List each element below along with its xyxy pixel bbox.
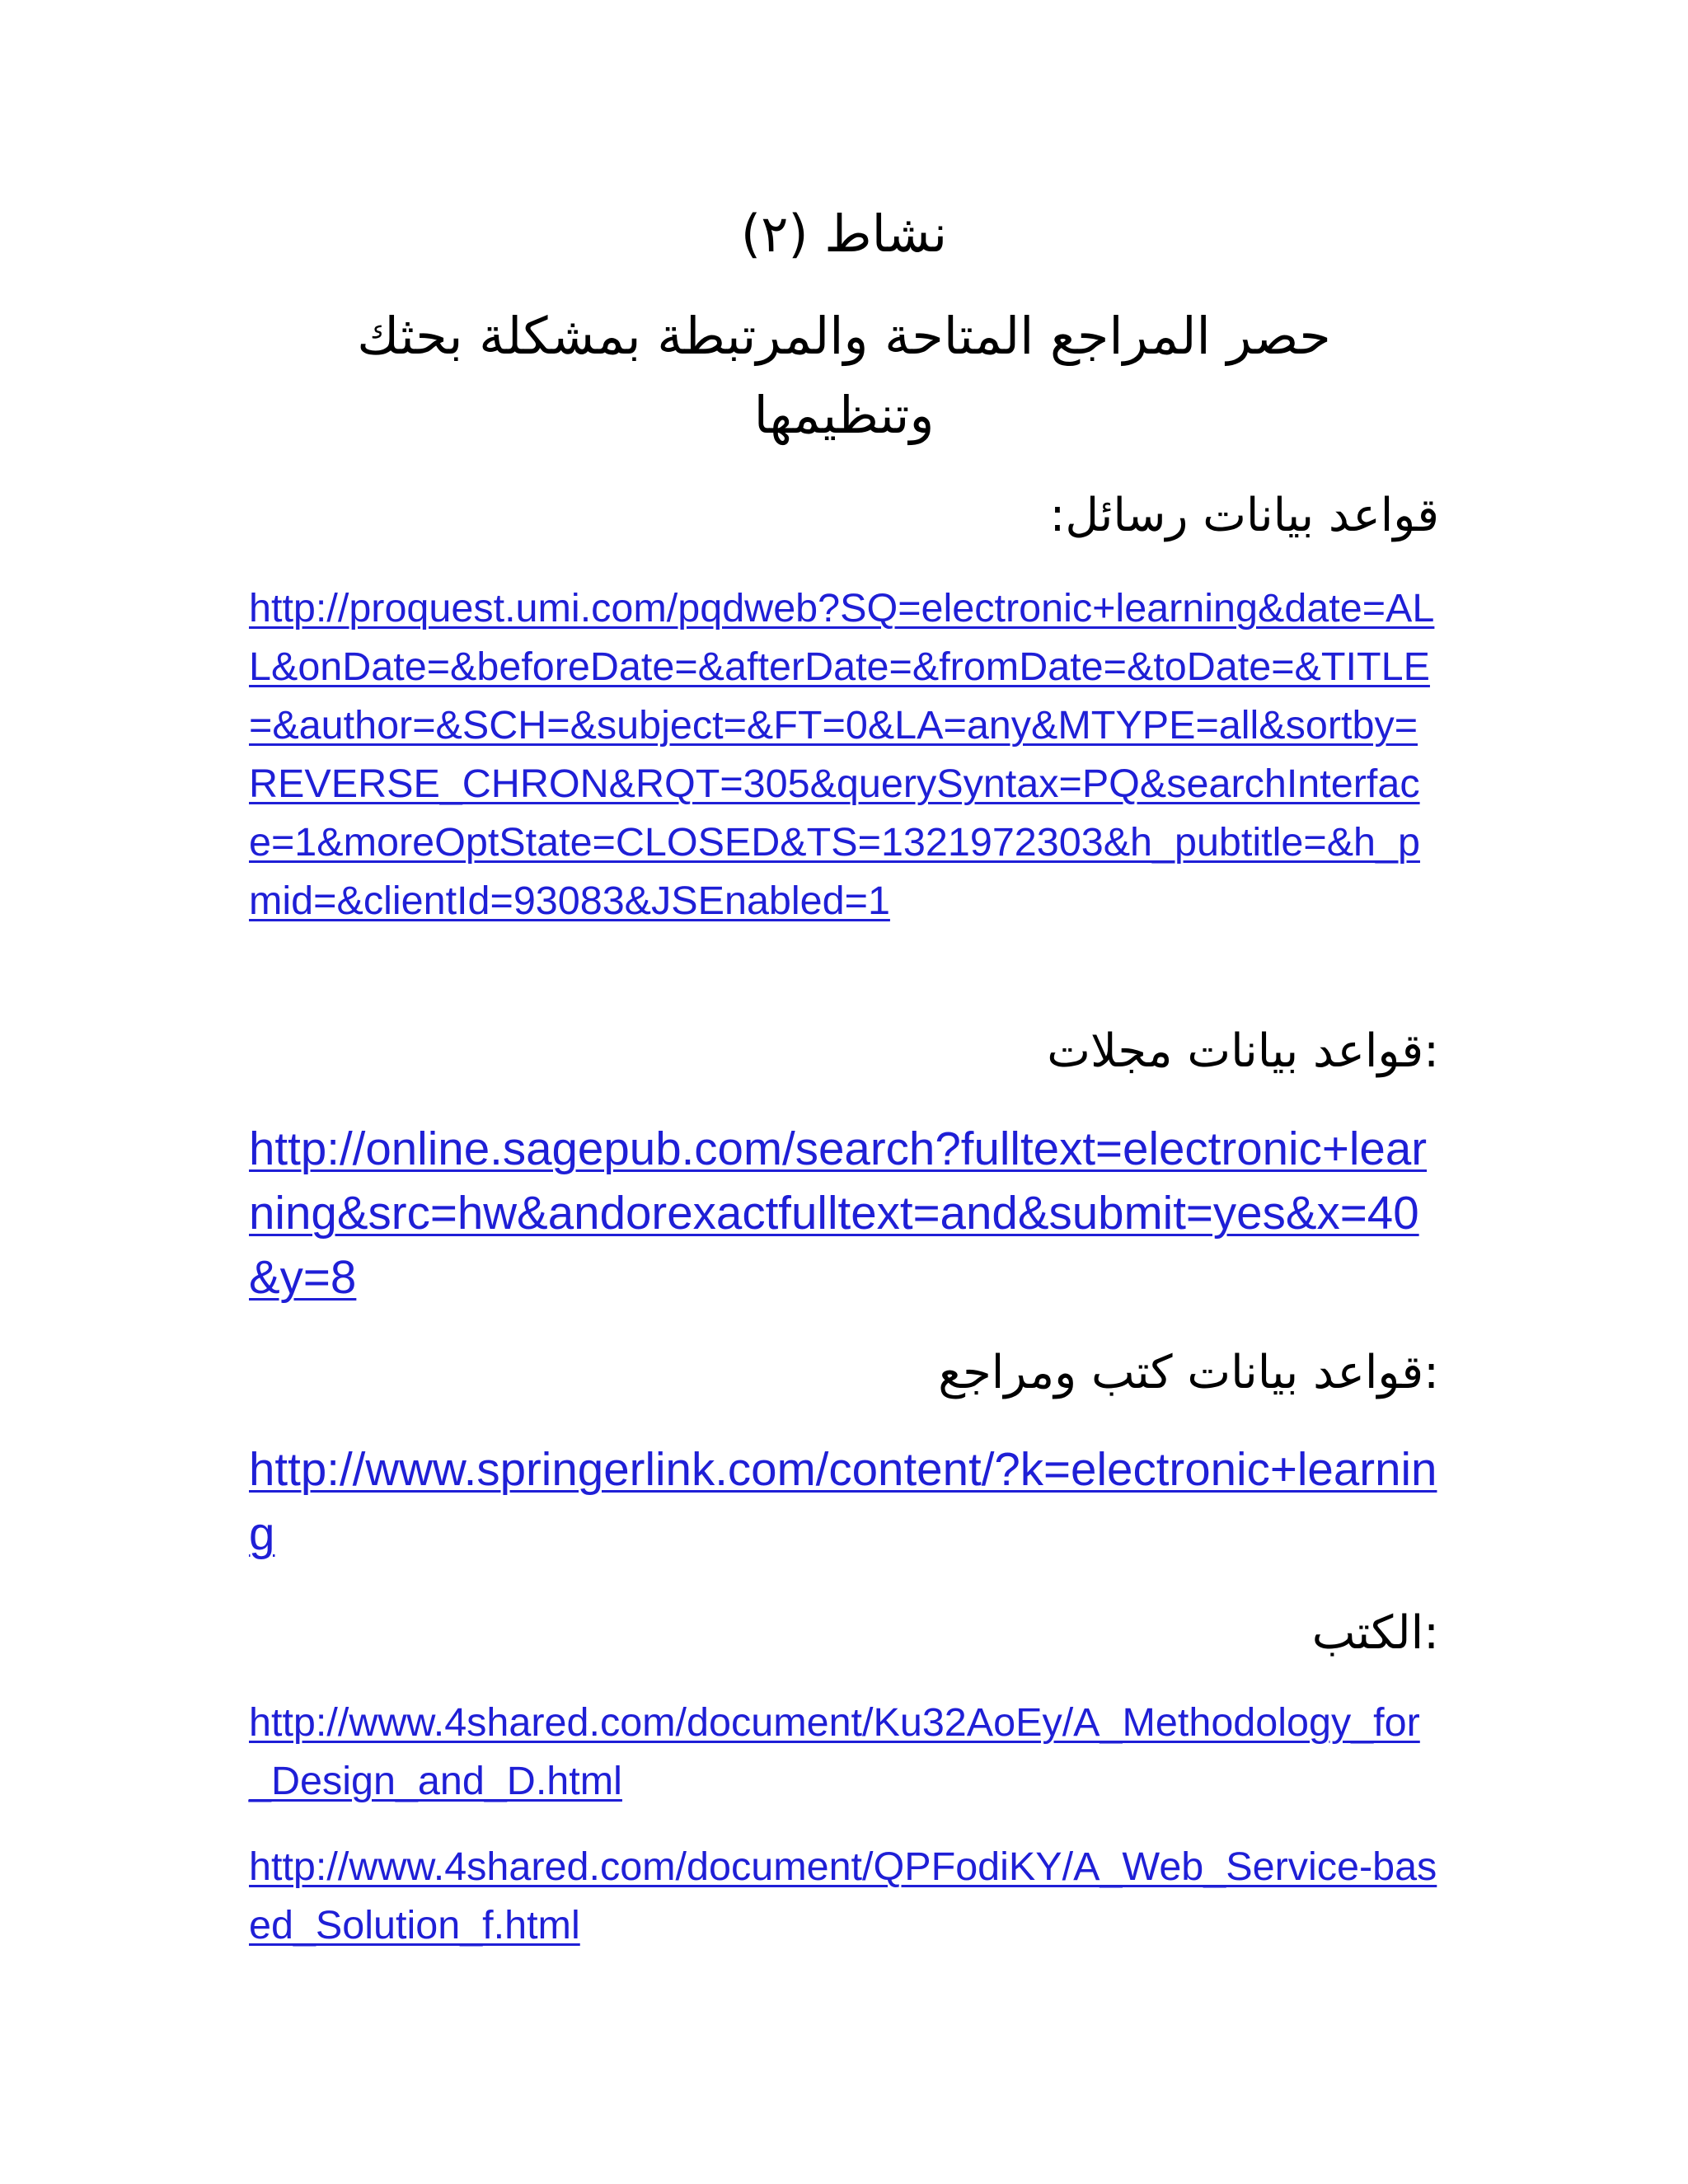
page-title-line-1: حصر المراجع المتاحة والمرتبطة بمشكلة بحثك xyxy=(357,306,1331,366)
link-springerlink[interactable]: http://www.springerlink.com/content/?k=electronic+learning xyxy=(249,1443,1437,1559)
link-sagepub[interactable]: http://online.sagepub.com/search?fulltext=electronic+learning&src=hw&andorexactfulltext=and&submit=yes&x=40&y=8 xyxy=(249,1122,1428,1303)
page-title-line-2: وتنظيمها xyxy=(753,385,935,445)
link-4shared-methodology[interactable]: http://www.4shared.com/document/Ku32AoEy/A_Methodology_for_Design_and_D.html xyxy=(249,1700,1420,1803)
heading-books: :الكتب xyxy=(1311,1606,1439,1660)
link-proquest[interactable]: http://proquest.umi.com/pqdweb?SQ=electronic+learning&date=ALL&onDate=&beforeDate=&afterDate=&fromDate=&toDate=&TITLE=&author=&SCH=&subject=&FT=0&LA=any&MTYPE=all&sortby=REVERSE_CHRON&RQT=305&querySyntax=PQ&searchInterface=1&moreOptState=CLOSED&TS=1321972303&h_pubtitle=&h_pmid=&clientId=93083&JSEnabled=1 xyxy=(249,586,1435,923)
heading-books-references-databases: :قواعد بيانات كتب ومراجع xyxy=(938,1346,1439,1399)
activity-title: نشاط (٢) xyxy=(740,204,948,264)
heading-theses-databases: قواعد بيانات رسائل: xyxy=(1049,489,1439,542)
link-4shared-web-service[interactable]: http://www.4shared.com/document/QPFodiKY/A_Web_Service-based_Solution_f.html xyxy=(249,1844,1437,1947)
heading-journal-databases: :قواعد بيانات مجلات xyxy=(1047,1024,1439,1078)
